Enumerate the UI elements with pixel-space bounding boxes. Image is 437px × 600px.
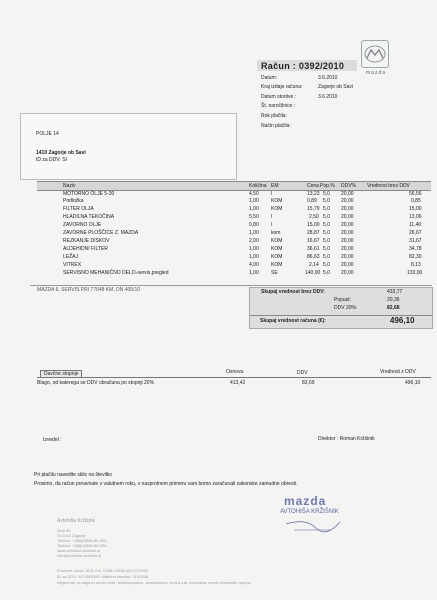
mazda-logo-icon xyxy=(361,40,389,68)
item-total: 15,00 xyxy=(409,206,422,212)
divider xyxy=(30,285,432,286)
meta-value: 3.6.2010 xyxy=(318,75,338,81)
item-name: ALDEHIDNI FILTER xyxy=(63,246,108,252)
item-unit: l xyxy=(271,191,273,197)
company-line: www.avtohisa-krzisnik.si xyxy=(57,548,101,553)
table-row xyxy=(37,254,431,261)
customer-city: 1410 Zagorje ob Savi xyxy=(36,150,86,156)
item-vat: 20,00 xyxy=(341,270,354,276)
meta-label: Datum storitve : xyxy=(261,94,297,100)
issued-by-label: Izvedel : xyxy=(43,437,62,443)
company-stamp xyxy=(276,494,346,536)
item-total: 26,67 xyxy=(409,230,422,236)
item-qty: 1,00 xyxy=(249,230,259,236)
vehicle-note: MAZDA 6, SERVIS PRI 77648 KM, DN 405/10 xyxy=(37,287,141,293)
summary-box xyxy=(249,287,433,329)
vat-base: 413,42 xyxy=(230,380,246,386)
item-name: REZKANJE DISKOV xyxy=(63,238,110,244)
summary-value: 82,68 xyxy=(387,305,400,311)
item-discount: 5,0 xyxy=(323,238,330,244)
item-vat: 20,00 xyxy=(341,206,354,212)
total-label: Skupaj vrednost računa (€): xyxy=(260,318,326,324)
item-discount: 5,0 xyxy=(323,222,330,228)
item-vat: 20,00 xyxy=(341,230,354,236)
item-price: 2,14 xyxy=(309,262,319,268)
item-name: SERVISNO MEHANIČNO DELO-servis,pregled xyxy=(63,270,169,276)
item-discount: 5,0 xyxy=(323,246,330,252)
summary-row xyxy=(250,289,432,296)
table-row xyxy=(37,238,431,245)
item-vat: 20,00 xyxy=(341,238,354,244)
director-label: Direktor : Roman Kržišnik xyxy=(318,436,375,442)
summary-label: Popust: xyxy=(334,297,351,303)
company-line: Telefon: +386(0)356-66-500 xyxy=(57,538,107,543)
meta-label: Datum: xyxy=(261,75,278,81)
customer-vat: ID za DDV: SI xyxy=(36,157,67,163)
item-discount: 5,0 xyxy=(323,206,330,212)
company-ids: ID za DDV: SI71585399, Matična številka: 5102638 xyxy=(57,574,149,579)
item-qty: 0,80 xyxy=(249,222,259,228)
item-qty: 1,00 xyxy=(249,246,259,252)
item-price: 36,61 xyxy=(307,246,320,252)
item-unit: l xyxy=(271,214,273,220)
item-discount: 5,0 xyxy=(323,214,330,220)
item-name: Podložka xyxy=(63,198,84,204)
col-header: EM xyxy=(271,183,279,189)
table-row xyxy=(37,222,431,229)
company-bank: Poslovni račun: NLB d.d.: 0256-02338-0017270943 xyxy=(57,568,149,573)
item-total: 0,85 xyxy=(411,198,421,204)
summary-value: 20,36 xyxy=(387,297,400,303)
brand-wordmark: mazda xyxy=(366,70,387,76)
item-price: 15,00 xyxy=(307,222,320,228)
item-name: ZAVORNO OLJE xyxy=(63,222,102,228)
item-price: 15,79 xyxy=(307,206,320,212)
company-line: Telefon: +386(0)356-68-359 xyxy=(57,543,107,548)
item-total: 11,40 xyxy=(409,222,422,228)
item-qty: 1,00 xyxy=(249,198,259,204)
item-unit: KOM xyxy=(271,254,283,260)
stamp-text: AVTOHIŠA KRŽIŠNIK xyxy=(280,509,339,515)
item-qty: 4,00 xyxy=(249,262,259,268)
item-unit: KOM xyxy=(271,262,283,268)
col-header: Pop.% xyxy=(320,183,335,189)
meta-value: 3.6.2010 xyxy=(318,94,338,100)
stamp-scribble xyxy=(276,494,346,536)
item-name: HLADILNA TEKOČINA xyxy=(63,214,115,220)
payment-reference-note: Pri plačilu navedite sklic na številko xyxy=(34,472,113,478)
table-row xyxy=(37,246,431,253)
summary-row xyxy=(250,305,432,312)
company-line: info@avtohisa-krzisnik.si xyxy=(57,553,102,558)
col-header: DDV% xyxy=(341,183,357,189)
vat-total: 496,10 xyxy=(405,380,421,386)
company-line: SI-1410 Zagorje xyxy=(57,533,86,538)
item-total: 8,13 xyxy=(411,262,421,268)
table-row xyxy=(37,206,431,213)
col-header: Naziv xyxy=(63,183,76,189)
items-table-header xyxy=(37,181,431,191)
summary-total-row xyxy=(250,315,432,326)
item-vat: 20,00 xyxy=(341,254,354,260)
item-price: 0,89 xyxy=(307,198,317,204)
table-row xyxy=(37,262,431,269)
item-discount: 5,0 xyxy=(323,270,330,276)
invoice-title: Račun : 0392/2010 xyxy=(261,61,345,71)
col-header: Cena xyxy=(307,183,319,189)
meta-label: Način plačila: xyxy=(261,123,291,129)
item-unit: KOM xyxy=(271,206,283,212)
meta-label: Rok plačila: xyxy=(261,113,287,119)
vat-table-row xyxy=(37,380,431,387)
item-discount: 5,0 xyxy=(323,198,330,204)
item-total: 13,06 xyxy=(409,214,422,220)
item-price: 140,00 xyxy=(305,270,321,276)
item-total: 133,00 xyxy=(407,270,423,276)
item-name: LEŽAJ xyxy=(63,254,79,260)
item-price: 2,50 xyxy=(309,214,319,220)
item-price: 86,63 xyxy=(307,254,320,260)
vat-col-header: Osnova xyxy=(226,369,244,375)
summary-value: 433,77 xyxy=(387,289,403,295)
summary-label: DDV 20%: xyxy=(334,305,358,311)
item-vat: 20,00 xyxy=(341,191,354,197)
meta-label: Kraj izdaje računa: xyxy=(261,84,303,90)
item-vat: 20,00 xyxy=(341,222,354,228)
item-price: 16,67 xyxy=(307,238,320,244)
vat-col-header: Davčne stopnje xyxy=(40,370,82,378)
item-qty: 5,50 xyxy=(249,214,259,220)
item-unit: kom xyxy=(271,230,281,236)
item-total: 31,67 xyxy=(409,238,422,244)
item-price: 13,23 xyxy=(307,191,320,197)
item-price: 28,87 xyxy=(307,230,320,236)
table-row xyxy=(37,214,431,221)
vat-table-header xyxy=(37,369,431,378)
meta-value: Zagorje ob Savi xyxy=(318,84,354,90)
item-unit: SE xyxy=(271,270,278,276)
item-vat: 20,00 xyxy=(341,246,354,252)
col-header: Količina xyxy=(249,183,267,189)
company-name: Avtohiša Kržišnik xyxy=(57,518,95,524)
item-qty: 1,00 xyxy=(249,254,259,260)
summary-row xyxy=(250,297,432,304)
item-name: FILTER OLJA xyxy=(63,206,94,212)
payment-terms-note: Prosimo, da račun poravnate v valutnem roku, v nasprotnem primeru vam bomo zaračunali zakonske zamudne obresti. xyxy=(34,481,298,487)
item-discount: 5,0 xyxy=(323,254,330,260)
table-row xyxy=(37,198,431,205)
item-total: 34,78 xyxy=(409,246,422,252)
item-unit: KOM xyxy=(271,246,283,252)
customer-address-box xyxy=(20,113,237,180)
stamp-brand: mazda xyxy=(284,494,327,508)
item-vat: 20,00 xyxy=(341,214,354,220)
col-header: Vrednost brez DDV xyxy=(367,183,410,189)
table-row xyxy=(37,191,431,198)
summary-label: Skupaj vrednost brez DDV: xyxy=(261,289,325,295)
item-discount: 5,0 xyxy=(323,230,330,236)
item-unit: KOM xyxy=(271,198,283,204)
vat-rate-desc: Blago, od katerega se DDV obračuna po stopnji 20% xyxy=(37,380,155,386)
vat-col-header: DDV xyxy=(297,370,308,376)
table-row xyxy=(37,270,431,277)
vat-amount: 82,69 xyxy=(302,380,315,386)
item-unit: l xyxy=(271,222,273,228)
item-vat: 20,00 xyxy=(341,198,354,204)
customer-name: POLJE 14 xyxy=(36,131,59,137)
table-row xyxy=(37,230,431,237)
item-discount: 5,0 xyxy=(323,262,330,268)
item-total: 82,30 xyxy=(409,254,422,260)
item-name: ZAVORNE PLOŠČICE Z. MAZDA xyxy=(63,230,139,236)
company-activity: Dejavnost: prodaja in servis vozil, avtokleparstvo, avtoličarstvo, rent-a-car, avtovleka, servis klimatskih naprav xyxy=(57,580,251,585)
item-unit: KOM xyxy=(271,238,283,244)
meta-label: Št. naročilnice : xyxy=(261,103,296,109)
company-line: Selo 65 xyxy=(57,528,71,533)
total-value: 496,10 xyxy=(390,316,415,325)
item-name: VITREX xyxy=(63,262,82,268)
item-name: MOTORNO OLJE 5-30 xyxy=(63,191,115,197)
item-discount: 5,0 xyxy=(323,191,330,197)
item-qty: 1,00 xyxy=(249,206,259,212)
item-qty: 1,00 xyxy=(249,270,259,276)
item-total: 56,56 xyxy=(409,191,422,197)
item-qty: 4,50 xyxy=(249,191,259,197)
item-vat: 20,00 xyxy=(341,262,354,268)
vat-col-header: Vrednost z DDV xyxy=(380,369,416,375)
item-qty: 2,00 xyxy=(249,238,259,244)
